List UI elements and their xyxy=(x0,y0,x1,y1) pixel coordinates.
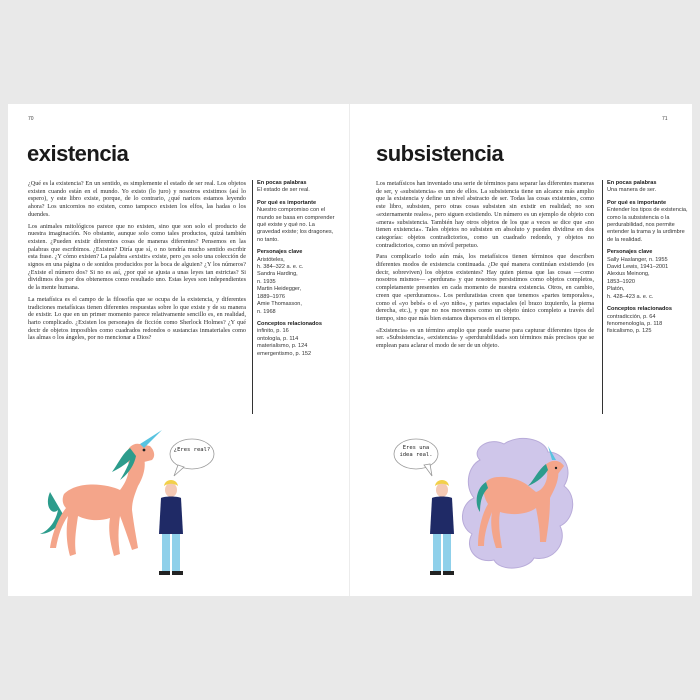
sidebar-heading: En pocas palabras xyxy=(257,180,307,186)
paragraph: Para complicarlo todo aún más, los metafísicos tienen términos que describen diferentes modos de existencia continuada. ¿De qué manera continúan existiendo (es decir, sobreviven) los objetos existentes? Hay quien piensa que las cosas —como nosotros mismos— «perduran» y que nosotros persistimos como objetos completos, completamente presentes en cada momento de nuestra existencia. Otros, en cambio, creen que «perduramos». Los perduratistas creen que tenemos «partes temporales», como el «yo bebé» o el «yo niño», y partes espaciales (el brazo izquierdo, la pierna derecha, etc.), y que no nos movemos como un objeto único completo a través del tiempo, sino que más bien estamos dispersos en el tiempo. xyxy=(376,253,594,322)
speech-text: Eres una idea real. xyxy=(399,445,433,458)
sidebar-heading: En pocas palabras xyxy=(607,180,657,186)
paragraph: La metafísica es el campo de la filosofía que se ocupa de la existencia, y diferentes tradiciones metafísicas tienen diferentes respuestas sobre lo que existe y de su manera de existir. Lo que en un primer momento parece relativamente sencillo es, en realidad, harto complicado. ¿Existen los personajes de ficción como Sherlock Holmes? ¿Y qué decir de objetos imposibles como cuadrados redondos o sustancias inmateriales como las almas o los ángeles, por no mencionar a Dios? xyxy=(28,295,246,342)
page-number: 70 xyxy=(28,116,34,122)
page-title: existencia xyxy=(27,141,129,166)
unicorn xyxy=(40,430,162,556)
right-page xyxy=(350,104,692,596)
sidebar-text: Una manera de ser. xyxy=(607,187,657,194)
body-text xyxy=(376,180,594,354)
sidebar-text: Sally Haslanger, n. 1955 David Lewis, 1941–2001 Alexius Meinong, 1853–1920 Platón, h. 428–423 a. e. c. xyxy=(607,256,669,300)
speech-bubble xyxy=(170,439,214,469)
left-page xyxy=(8,104,350,596)
sidebar-heading: Por qué es importante xyxy=(257,199,317,206)
book-spread xyxy=(8,104,692,596)
sidebar-text: El estado de ser real. xyxy=(257,187,310,194)
sidebar-rule xyxy=(602,180,603,414)
paragraph: Los metafísicos han inventado una serie de términos para separar las diferentes maneras de ser, y «subsistencia» es uno de ellos. La subsistencia tiene un alcance más amplio que la existencia y define un nivel abstracto de ser. Todas las cosas existentes, como este libro, subsisten, pero otras cosas subsisten sin existir en realidad; no son «externamente reales», pero siguen existiendo. Un número es un ejemplo de objeto con «mera» subsistencia. También hay otros objetos de los que a veces se dice que «no tienen existencia». Tales objetos no subsisten en absoluto y pueden dividirse en dos categorías: objetos contradictorios, como un cuadrado redondo, y objetos no contradictorios, como un móvil perpetuo. xyxy=(376,180,594,249)
boy xyxy=(159,480,183,575)
sidebar-text: Entender los tipos de existencia, como la subsistencia o la perdurabilidad, nos permite entender la trama y la urdimbre de la realidad. xyxy=(607,207,688,243)
sidebar-text: Nuestro compromiso con el mundo se basa en comprender qué existe y qué no. La gravedad existe; los dragones, no tanto. xyxy=(257,207,335,243)
sidebar xyxy=(607,180,689,336)
paragraph: «Existencia» es un término amplio que puede usarse para capturar diferentes tipos de ser. «Subsistencia», «existencia» y «perdurabilidad» son términos más precisos que se emplean para aclarar el modo de ser de un objeto. xyxy=(376,326,594,350)
speech-text: ¿Eres real? xyxy=(173,447,211,453)
speech-bubble-text xyxy=(395,445,437,458)
boy xyxy=(430,480,454,575)
paragraph: Los animales mitológicos parece que no existen, sino que son solo el producto de nuestra imaginación. No obstante, aunque solo como tales productos, quizá también existen. ¿Pueden existir diferentes cosas de maneras diferentes? Pensemos en las palabras que escribimos. ¿Existen? Diría que sí, o no tendría mucho sentido escribir esta frase. ¿Y cómo existen? La palabra «existir» existe, pero ¿es solo una colección de signos en una página o de sonidos producidos por la boca de alguien? ¿Y los números? ¿Existe el número dos? Si no es así, ¿por qué se ajusta a unas leyes tan estrictas? Si dividimos dos por dos obtenemos como resultado uno. Estas leyes son independientes de la mente humana. xyxy=(28,222,246,292)
sidebar-text: infinito, p. 16 ontología, p. 114 materialismo, p. 124 emergentismo, p. 152 xyxy=(257,328,312,357)
paragraph: ¿Qué es la existencia? En un sentido, es simplemente el estado de ser real. Los objetos existen cuando están en el mundo. Yo existo (lo juro) y nosotros existimos (así lo espero), y este libro existe, porque, de lo contrario, ¿qué narices estamos leyendo ahora? Los unicornios no existen, como tampoco existen los elfos, las hadas o los duendes. xyxy=(28,180,246,218)
sidebar-text: Aristóteles, h. 384–322 a. e. c. Sandra Harding, n. 1935 Martin Heidegger, 1889–1976 Amie Thomasson, n. 1968 xyxy=(257,256,304,315)
sidebar-heading: Personajes clave xyxy=(257,249,303,256)
sidebar-rule xyxy=(252,180,253,414)
page-title: subsistencia xyxy=(376,141,504,166)
speech-bubble-text xyxy=(171,447,213,454)
sidebar-text: contradicción, p. 64 fenomenología, p. 118 fisicalismo, p. 125 xyxy=(607,313,663,335)
sidebar-heading: Personajes clave xyxy=(607,249,653,256)
sidebar xyxy=(257,180,339,358)
imagined-unicorn xyxy=(462,438,572,568)
sidebar-heading: Conceptos relacionados xyxy=(257,320,322,327)
sidebar-heading: Por qué es importante xyxy=(607,199,667,206)
sidebar-heading: Conceptos relacionados xyxy=(607,306,672,313)
body-text xyxy=(28,180,246,346)
page-number: 71 xyxy=(662,116,668,122)
